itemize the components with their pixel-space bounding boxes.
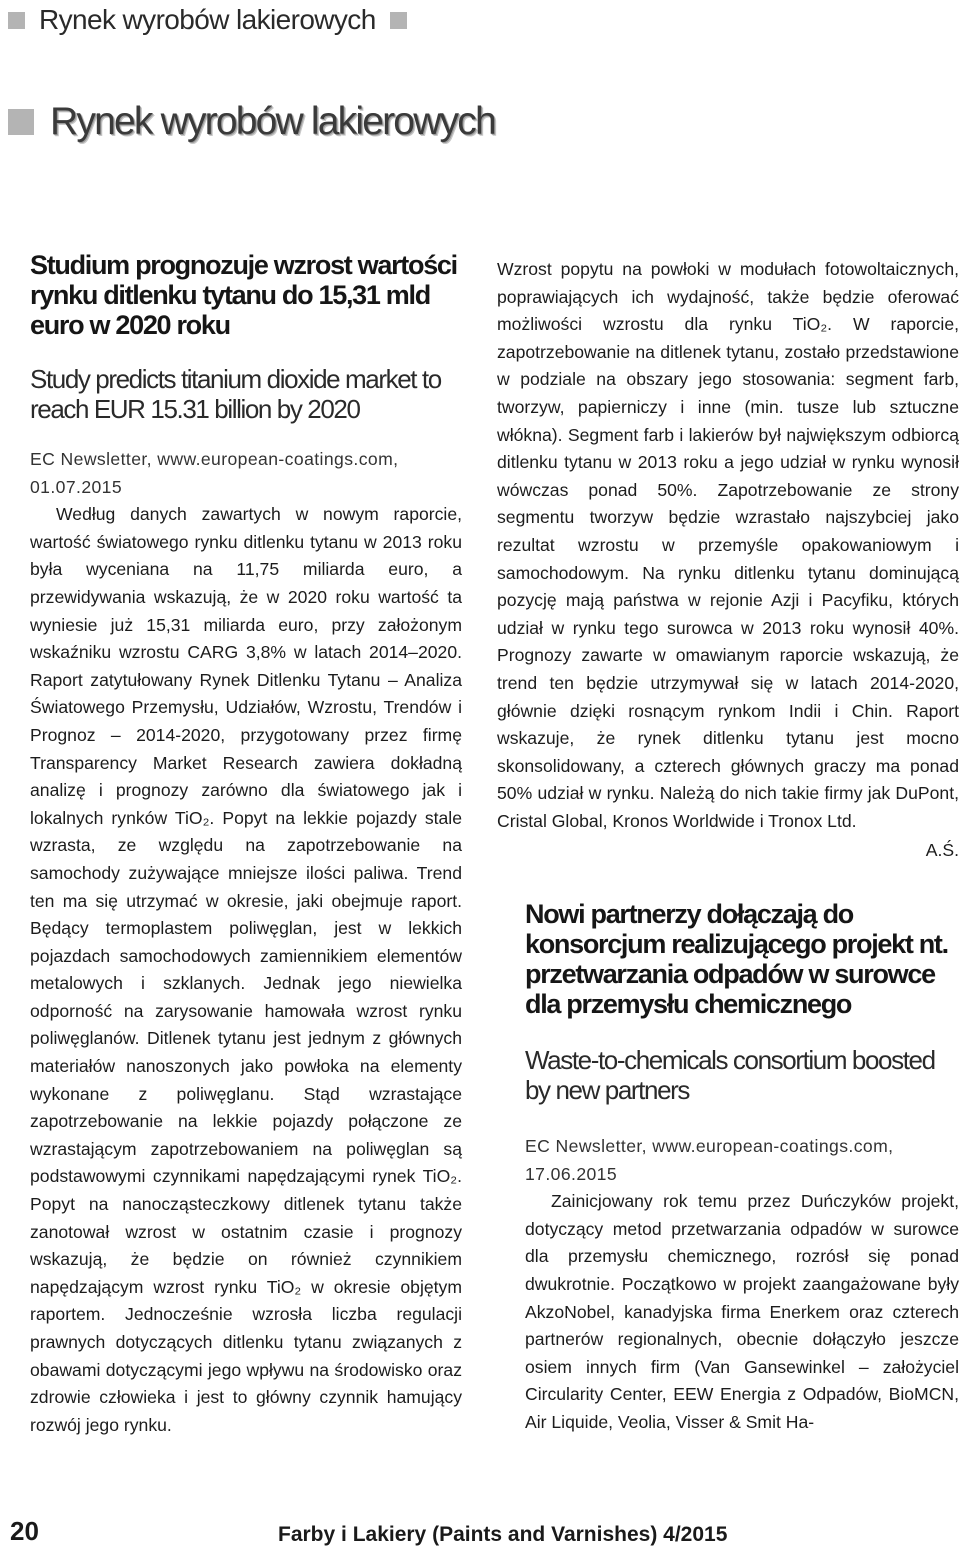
second-article-title: Nowi partnerzy dołączają do konsorcjum realizującego projekt nt. przetwarzania odpadów w surowce dla przemysłu chemicznego [525,899,948,1020]
article-subtitle: Study predicts titanium dioxide market to reach EUR 15.31 billion by 2020 [30,364,441,424]
second-article [497,899,959,1437]
running-header [8,2,407,38]
right-column [497,256,959,1437]
left-column [30,250,462,1439]
article-body-part2: Wzrost popytu na powłoki w modułach fotowoltaicznych, poprawiających ich wydajność, także będzie oferować możliwości wzrostu dla rynku TiO₂. W raporcie, zapotrzebowanie na ditlenek tytanu, zostało przedstawione w podziale na obszary jego stosowania: segment farb, tworzyw, papierniczy i inne (min. tusze lub sztuczne włókna). Segment farb i lakierów był największym odbiorcą ditlenku tytanu w 2013 roku a jego udział w rynku wynosił wówczas ponad 50%. Zapotrzebowanie ze strony segmentu tworzyw będzie wzrastało najszybciej jako rezultat wzrostu w przemyśle opakowaniowym i samochodowym. Na rynku ditlenku tytanu dominującą pozycję mają państwa w rejonie Azji i Pacyfiku, których udział w rynku tego surowca w 2013 roku wynosił 40%. Prognozy zawarte w omawianym raporcie wskazują, że trend ten będzie utrzymywał się w latach 2014-2020, głównie dzięki rosnącym rynkom Indii i Chin. Raport wskazuje, że rynek ditlenku tytanu jest mocno skonsolidowany, a czterech głównych graczy ma ponad 50% udział w rynku. Należą do nich takie firmy jak DuPont, Cristal Global, Kronos Worldwide i Tronox Ltd. [497,259,959,831]
square-bullet-icon [390,12,407,29]
square-bullet-icon [8,12,25,29]
square-bullet-icon [8,109,34,135]
second-article-body: Zainicjowany rok temu przez Duńczyków projekt, dotyczący metod przetwarzania odpadów w surowce dla przemysłu chemicznego, rozrósł się ponad dwukrotnie. Początkowo w projekt zaangażowane były AkzoNobel, kanadyjska firma Enerkem oraz czterech partnerów regionalnych, obecnie dołączyło jeszcze osiem innych firm (Van Gansewinkel – założyciel Circularity Center, EEW Energia z Odpadów, BioMCN, Air Liquide, Veolia, Visser & Smit Ha- [525,1191,959,1432]
page-number: 20 [10,1516,39,1546]
second-article-source: EC Newsletter, www.european-coatings.com, 17.06.2015 [525,1136,894,1184]
running-header-title: Rynek wyrobów lakierowych [39,4,376,35]
author-signature: A.Ś. [925,840,959,861]
article-source: EC Newsletter, www.european-coatings.com, 01.07.2015 [30,449,399,497]
journal-footer: Farby i Lakiery (Paints and Varnishes) 4/2015 [278,1523,728,1546]
article-title: Studium prognozuje wzrost wartości rynku ditlenku tytanu do 15,31 mld euro w 2020 roku [30,250,457,340]
second-article-subtitle: Waste-to-chemicals consortium boosted by new partners [525,1045,935,1106]
article-body-part1: Według danych zawartych w nowym raporcie, wartość światowego rynku ditlenku tytanu w 2013 roku była wyceniana na 11,75 miliarda euro, a przewidywania wskazują, że w 2020 roku wartość ta wyniesie już 15,31 miliarda euro, przy założonym wskaźniku wzrostu CARG 3,8% w latach 2014–2020. Raport zatytułowany Rynek Ditlenku Tytanu – Analiza Światowego Przemysłu, Udziałów, Wzrostu, Trendów i Prognoz – 2014-2020, przygotowany przez firmę Transparency Market Research zawiera dokładną analizę i prognozy zarówno dla światowego jak i lokalnych rynków TiO₂. Popyt na lekkie pojazdy stale wzrasta, ze względu na zapotrzebowanie na samochody zużywające mniejsze ilości paliwa. Trend ten ma się utrzymać w okresie, jaki obejmuje raport. Będący termoplastem poliwęglan, jest w lekkich pojazdach samochodowych zamiennikiem elementów metalowych i szklanych. Jednak jego niewielka odporność na zarysowanie hamowała wzrost rynku poliwęglanów. Ditlenek tytanu jest jednym z głównych materiałów nanoszonych jako powłoka na elementy wykonane z poliwęglanu. Stąd wzrastające zapotrzebowanie na lekkie pojazdy połączone ze wzrastającym zapotrzebowaniem na poliwęglan są podstawowymi czynnikami napędzającymi rynek TiO₂. Popyt na nanocząsteczkowy ditlenek tytanu także zanotował wzrost w ostatnim czasie i prognozy wskazują, że będzie on również czynnikiem napędzającym wzrost rynku TiO₂ w okresie objętym raportem. Jednocześnie wzrosła liczba regulacji prawnych dotyczących ditlenku tytanu związanych z obawami dotyczącymi jego wpływu na środowisko oraz zdrowie człowieka i jest to główny czynnik hamujący rozwój jego rynku. [30,504,462,1435]
section-heading [8,92,495,152]
section-title: Rynek wyrobów lakierowych [50,100,495,143]
